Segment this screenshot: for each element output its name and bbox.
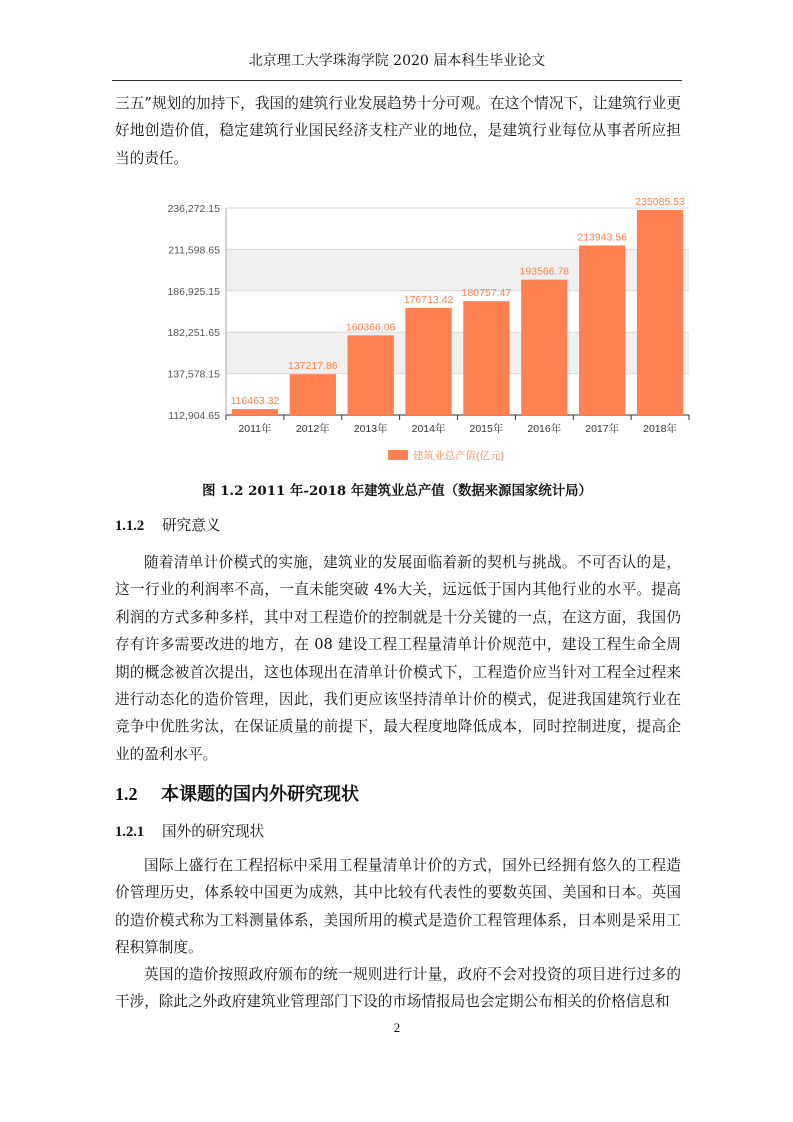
bar [463,301,509,415]
bar [637,210,683,415]
y-tick-label: 137,578.15 [167,368,220,381]
section-heading-1-2-1 [115,821,264,843]
foreign-research-paragraph-2: 英国的造价按照政府颁布的统一规则进行计量，政府不会对投资的项目进行过多的干涉，除此之外政府建筑业管理部门下设的市场情报局也会定期公布相关的价格信息和 [115,966,681,1011]
bar [290,374,336,415]
section-heading-1-2 [115,782,359,807]
header-rule [112,80,682,81]
bar [405,308,451,415]
bar-value-label: 116463.32 [230,395,280,408]
x-tick-label: 2011年 [238,423,272,435]
section-heading-1-1-2 [115,515,220,537]
section-title: 国外的研究现状 [162,823,265,840]
bar-value-label: 180757.47 [461,287,512,300]
legend-swatch [388,450,408,460]
page-header: 北京理工大学珠海学院 2020 届本科生毕业论文 [248,53,546,69]
x-tick-label: 2017年 [585,423,620,435]
foreign-research-paragraph-1: 国际上盛行在工程招标中采用工程量清单计价的方式，国外已经拥有悠久的工程造价管理历史，体系较中国更为成熟，其中比较有代表性的要数英国、美国和日本。英国的造价模式称为工料测量体系，美国所用的模式是造价工程管理体系，日本则是采用工程积算制度。 [115,857,681,957]
bar-value-label: 193566.78 [519,265,570,278]
bar [521,280,567,415]
section-title: 研究意义 [162,517,221,534]
x-tick-label: 2016年 [527,423,562,435]
bar-value-label: 213943.56 [577,231,628,244]
bar-value-label: 235085.53 [635,195,685,208]
x-tick-label: 2012年 [295,423,330,435]
gdp-bar-chart [150,194,710,476]
page-number: 2 [393,1020,401,1035]
legend-label: 建筑业总产值(亿元) [413,450,504,462]
section-number: 1.2 [115,784,138,804]
bar-value-label: 137217.86 [287,360,338,373]
x-tick-label: 2013年 [353,423,388,435]
y-tick-label: 112,904.65 [168,410,220,422]
bar [579,245,625,415]
bar [348,335,394,415]
section-number: 1.2.1 [115,824,145,840]
bar-value-label: 176713.42 [403,293,454,306]
x-tick-label: 2015年 [469,423,504,435]
y-tick-label: 182,251.65 [167,327,220,340]
section-title: 本课题的国内外研究现状 [161,784,359,805]
x-tick-label: 2014年 [411,423,446,435]
x-tick-label: 2018年 [643,423,677,435]
y-tick-label: 236,272.15 [167,203,220,215]
intro-paragraph: 三五”规划的加持下，我国的建筑行业发展趋势十分可观。在这个情况下，让建筑行业更好地创造价值，稳定建筑行业国民经济支柱产业的地位，是建筑行业每位从事者所应担当的责任。 [115,95,681,167]
y-tick-label: 211,598.65 [168,244,220,257]
bar [232,409,278,415]
figure-caption: 图 1.2 2011 年-2018 年建筑业总产值（数据来源国家统计局） [202,483,592,499]
section-number: 1.1.2 [115,518,145,534]
significance-paragraph: 随着清单计价模式的实施，建筑业的发展面临着新的契机与挑战。不可否认的是，这一行业的利润率不高，一直未能突破 4%大关，远远低于国内其他行业的水平。提高利润的方式多种多样，其中对工程造价的控制就是十分关键的一点，在这方面，我国仍存有许多需要改进的地方，在 08 建设工程工程量清单计价规范中，建设工程生命全周期的概念被首次提出，这也体现出在清单计价模式下，工程造价应当针对工程全过程来进行动态化的造价管理，因此，我们更应该坚持清单计价的模式，促进我国建筑行业在竞争中优胜劣汰，在保证质量的前提下，最大程度地降低成本，同时控制进度，提高企业的盈利水平。 [115,554,681,763]
bar-value-label: 160366.06 [345,321,396,334]
y-tick-label: 186,925.15 [167,285,220,298]
